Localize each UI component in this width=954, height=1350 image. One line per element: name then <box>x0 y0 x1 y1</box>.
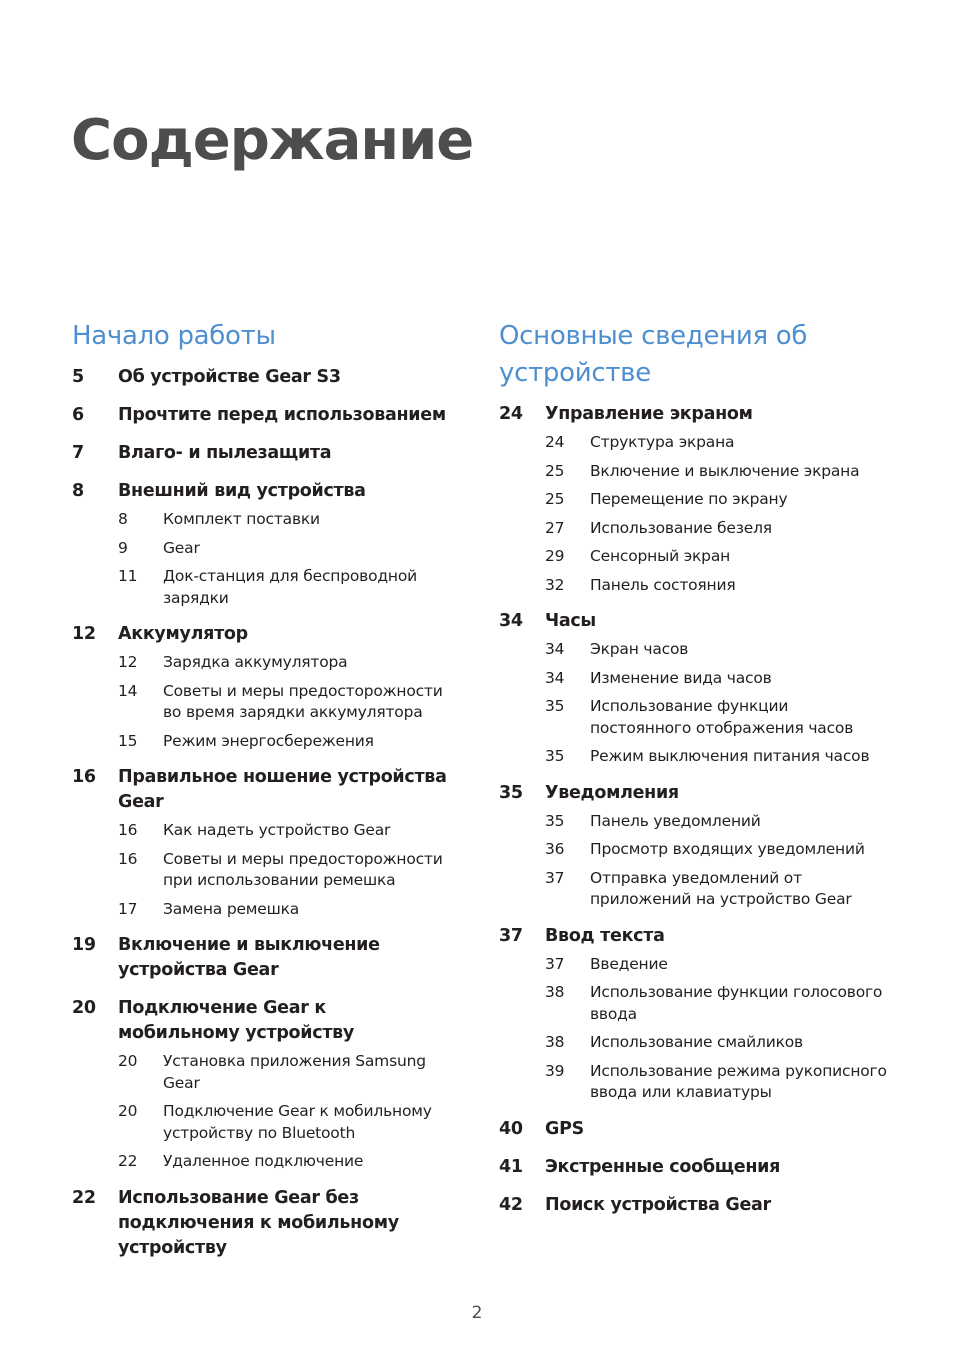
toc-subentry[interactable] <box>118 509 452 531</box>
toc-subentry[interactable] <box>545 868 889 911</box>
toc-entry-title: Аккумулятор <box>118 624 248 644</box>
toc-page-number: 5 <box>72 367 84 387</box>
toc-subentry-title: Режим выключения питания часов <box>590 747 870 765</box>
toc-page-number: 41 <box>499 1156 523 1177</box>
toc-subentry[interactable] <box>545 1032 889 1054</box>
toc-subentry-title: Режим энергосбережения <box>163 731 374 750</box>
toc-page-number: 24 <box>499 404 523 424</box>
toc-subentry[interactable] <box>545 432 889 454</box>
toc-page-number: 35 <box>499 782 523 803</box>
toc-page-number: 8 <box>118 510 128 528</box>
toc-subentry-list <box>72 1051 452 1173</box>
toc-page-number: 12 <box>118 653 138 671</box>
toc-subentry-title: Советы и меры предосторожности во время зарядки аккумулятора <box>163 681 443 721</box>
toc-subentry[interactable] <box>118 731 452 753</box>
toc-page-number: 15 <box>118 731 138 750</box>
toc-subentry[interactable] <box>545 546 889 568</box>
toc-page-number: 14 <box>118 681 138 700</box>
toc-page-number: 24 <box>545 433 565 451</box>
toc-entry-title: Включение и выключение устройства Gear <box>118 935 380 980</box>
toc-subentry[interactable] <box>118 1151 452 1173</box>
toc-entry-title: Часы <box>545 611 596 631</box>
toc-entry-title: Экстренные сообщения <box>545 1156 781 1177</box>
toc-subentry-title: Как надеть устройство Gear <box>163 821 391 839</box>
toc-page-number: 20 <box>118 1102 138 1120</box>
toc-page-number: 19 <box>72 935 96 955</box>
toc-entry[interactable] <box>499 1117 889 1142</box>
toc-subentry-title: Комплект поставки <box>163 510 320 528</box>
toc-page-number: 20 <box>72 998 96 1018</box>
toc-page-number: 16 <box>118 821 138 839</box>
page-title: Содержание <box>71 108 474 173</box>
toc-entry[interactable] <box>72 365 452 390</box>
toc-subentry-title: Gear <box>163 538 200 557</box>
toc-subentry-title: Экран часов <box>590 640 689 658</box>
toc-page-number: 16 <box>72 767 96 787</box>
toc-entry[interactable] <box>72 933 452 983</box>
toc-entry-title: Уведомления <box>545 782 679 803</box>
toc-subentry[interactable] <box>545 811 889 833</box>
toc-page-number: 11 <box>118 567 138 585</box>
toc-subentry-title: Отправка уведомлений от приложений на устройство Gear <box>590 868 852 908</box>
toc-page-number: 40 <box>499 1118 523 1139</box>
toc-subentry[interactable] <box>118 681 452 724</box>
toc-page-number: 17 <box>118 899 138 918</box>
toc-subentry[interactable] <box>545 954 889 976</box>
toc-subentry-title: Включение и выключение экрана <box>590 461 860 480</box>
toc-subentry-title: Сенсорный экран <box>590 547 731 565</box>
toc-page-number: 16 <box>118 849 138 868</box>
toc-subentry-list <box>499 811 889 911</box>
toc-subentry[interactable] <box>545 668 889 690</box>
toc-page-number: 39 <box>545 1061 565 1080</box>
toc-page-number: 35 <box>545 747 565 765</box>
toc-page-number: 37 <box>545 868 565 887</box>
toc-page-number: 9 <box>118 538 128 557</box>
toc-entry[interactable] <box>499 402 889 427</box>
toc-page-number: 34 <box>545 668 565 687</box>
toc-subentry-title: Просмотр входящих уведомлений <box>590 840 865 858</box>
toc-page-number: 35 <box>545 811 565 830</box>
toc-page-number: 22 <box>72 1187 96 1208</box>
toc-subentry-title: Установка приложения Samsung Gear <box>163 1052 426 1092</box>
toc-entry[interactable] <box>72 765 452 815</box>
toc-entry[interactable] <box>499 924 889 949</box>
toc-subentry-list <box>499 432 889 596</box>
toc-subentry-title: Использование функции голосового ввода <box>590 983 883 1023</box>
toc-subentry[interactable] <box>118 566 452 609</box>
toc-entry[interactable] <box>72 996 452 1046</box>
toc-subentry[interactable] <box>545 489 889 511</box>
toc-subentry-list <box>72 820 452 920</box>
toc-entry[interactable] <box>499 1155 889 1180</box>
toc-page-number: 42 <box>499 1194 523 1215</box>
toc-subentry-title: Панель уведомлений <box>590 811 761 830</box>
section-heading: Основные сведения об устройстве <box>499 321 808 388</box>
toc-subentry[interactable] <box>118 899 452 921</box>
toc-entry[interactable] <box>72 479 452 504</box>
toc-subentry-title: Введение <box>590 954 668 973</box>
toc-subentry-title: Структура экрана <box>590 433 735 451</box>
toc-subentry-title: Использование смайликов <box>590 1033 803 1051</box>
toc-subentry[interactable] <box>545 839 889 861</box>
toc-page-number: 27 <box>545 518 565 537</box>
toc-subentry[interactable] <box>545 461 889 483</box>
toc-subentry-list <box>72 652 452 752</box>
toc-page-number: 25 <box>545 490 565 508</box>
toc-entry-title: Внешний вид устройства <box>118 481 366 501</box>
toc-page-number: 6 <box>72 405 84 425</box>
toc-entry[interactable] <box>72 1186 452 1261</box>
toc-subentry[interactable] <box>545 518 889 540</box>
toc-subentry[interactable] <box>545 746 889 768</box>
toc-subentry-title: Удаленное подключение <box>163 1152 364 1170</box>
toc-page-number: 35 <box>545 697 565 715</box>
toc-subentry[interactable] <box>118 820 452 842</box>
toc-subentry-title: Панель состояния <box>590 575 736 594</box>
toc-subentry-title: Подключение Gear к мобильному устройству по Bluetooth <box>163 1102 432 1142</box>
toc-entry-title: Влаго- и пылезащита <box>118 443 332 463</box>
toc-subentry-title: Док-станция для беспроводной зарядки <box>163 567 417 607</box>
page-number: 2 <box>471 1303 483 1323</box>
toc-subentry-list <box>72 509 452 609</box>
toc-page-number: 38 <box>545 983 565 1001</box>
toc-subentry[interactable] <box>545 575 889 597</box>
toc-entry-title: Поиск устройства Gear <box>545 1194 771 1215</box>
toc-entry[interactable] <box>72 403 452 428</box>
toc-entry-title: Об устройстве Gear S3 <box>118 367 341 387</box>
toc-page-number: 8 <box>72 481 84 501</box>
toc-subentry[interactable] <box>545 1061 889 1104</box>
toc-entry[interactable] <box>499 609 889 634</box>
toc-entry-title: Управление экраном <box>545 404 753 424</box>
toc-column-getting-started <box>72 318 452 1261</box>
toc-page-number: 12 <box>72 624 96 644</box>
toc-page-number: 37 <box>545 954 565 973</box>
toc-subentry-title: Изменение вида часов <box>590 668 772 687</box>
toc-page-number: 32 <box>545 575 565 594</box>
toc-entry[interactable] <box>499 1193 889 1218</box>
toc-subentry[interactable] <box>545 982 889 1025</box>
toc-subentry-list <box>499 954 889 1104</box>
toc-entry[interactable] <box>72 441 452 466</box>
toc-entry-title: Прочтите перед использованием <box>118 405 446 425</box>
toc-subentry-list <box>499 639 889 768</box>
toc-page-number: 29 <box>545 547 565 565</box>
toc-subentry-title: Использование функции постоянного отображения часов <box>590 697 854 737</box>
toc-page-number: 34 <box>499 611 523 631</box>
toc-subentry-title: Советы и меры предосторожности при использовании ремешка <box>163 849 443 889</box>
toc-page-number: 20 <box>118 1052 138 1070</box>
toc-page-number: 36 <box>545 840 565 858</box>
toc-entry-title: Ввод текста <box>545 925 665 946</box>
toc-page-number: 22 <box>118 1152 138 1170</box>
toc-entry[interactable] <box>72 622 452 647</box>
toc-page-number: 37 <box>499 925 523 946</box>
toc-subentry[interactable] <box>118 538 452 560</box>
toc-subentry[interactable] <box>118 652 452 674</box>
toc-subentry-title: Использование режима рукописного ввода или клавиатуры <box>590 1061 887 1101</box>
toc-page-number: 25 <box>545 461 565 480</box>
toc-entry[interactable] <box>499 781 889 806</box>
toc-entry-title: Использование Gear без подключения к мобильному устройству <box>118 1187 399 1258</box>
toc-page-number: 7 <box>72 443 84 463</box>
toc-entry-title: GPS <box>545 1118 584 1139</box>
toc-entry-title: Правильное ношение устройства Gear <box>118 767 447 812</box>
toc-entry-title: Подключение Gear к мобильному устройству <box>118 998 355 1043</box>
toc-subentry[interactable] <box>118 1101 452 1144</box>
toc-subentry-title: Замена ремешка <box>163 899 300 918</box>
toc-subentry-title: Использование безеля <box>590 518 772 537</box>
toc-subentry-title: Зарядка аккумулятора <box>163 653 348 671</box>
toc-subentry[interactable] <box>545 696 889 739</box>
section-heading: Начало работы <box>72 321 276 351</box>
toc-page-number: 38 <box>545 1033 565 1051</box>
toc-subentry[interactable] <box>545 639 889 661</box>
toc-subentry-title: Перемещение по экрану <box>590 490 788 508</box>
toc-column-basics <box>499 318 889 1218</box>
toc-subentry[interactable] <box>118 1051 452 1094</box>
toc-page-number: 34 <box>545 640 565 658</box>
toc-subentry[interactable] <box>118 849 452 892</box>
